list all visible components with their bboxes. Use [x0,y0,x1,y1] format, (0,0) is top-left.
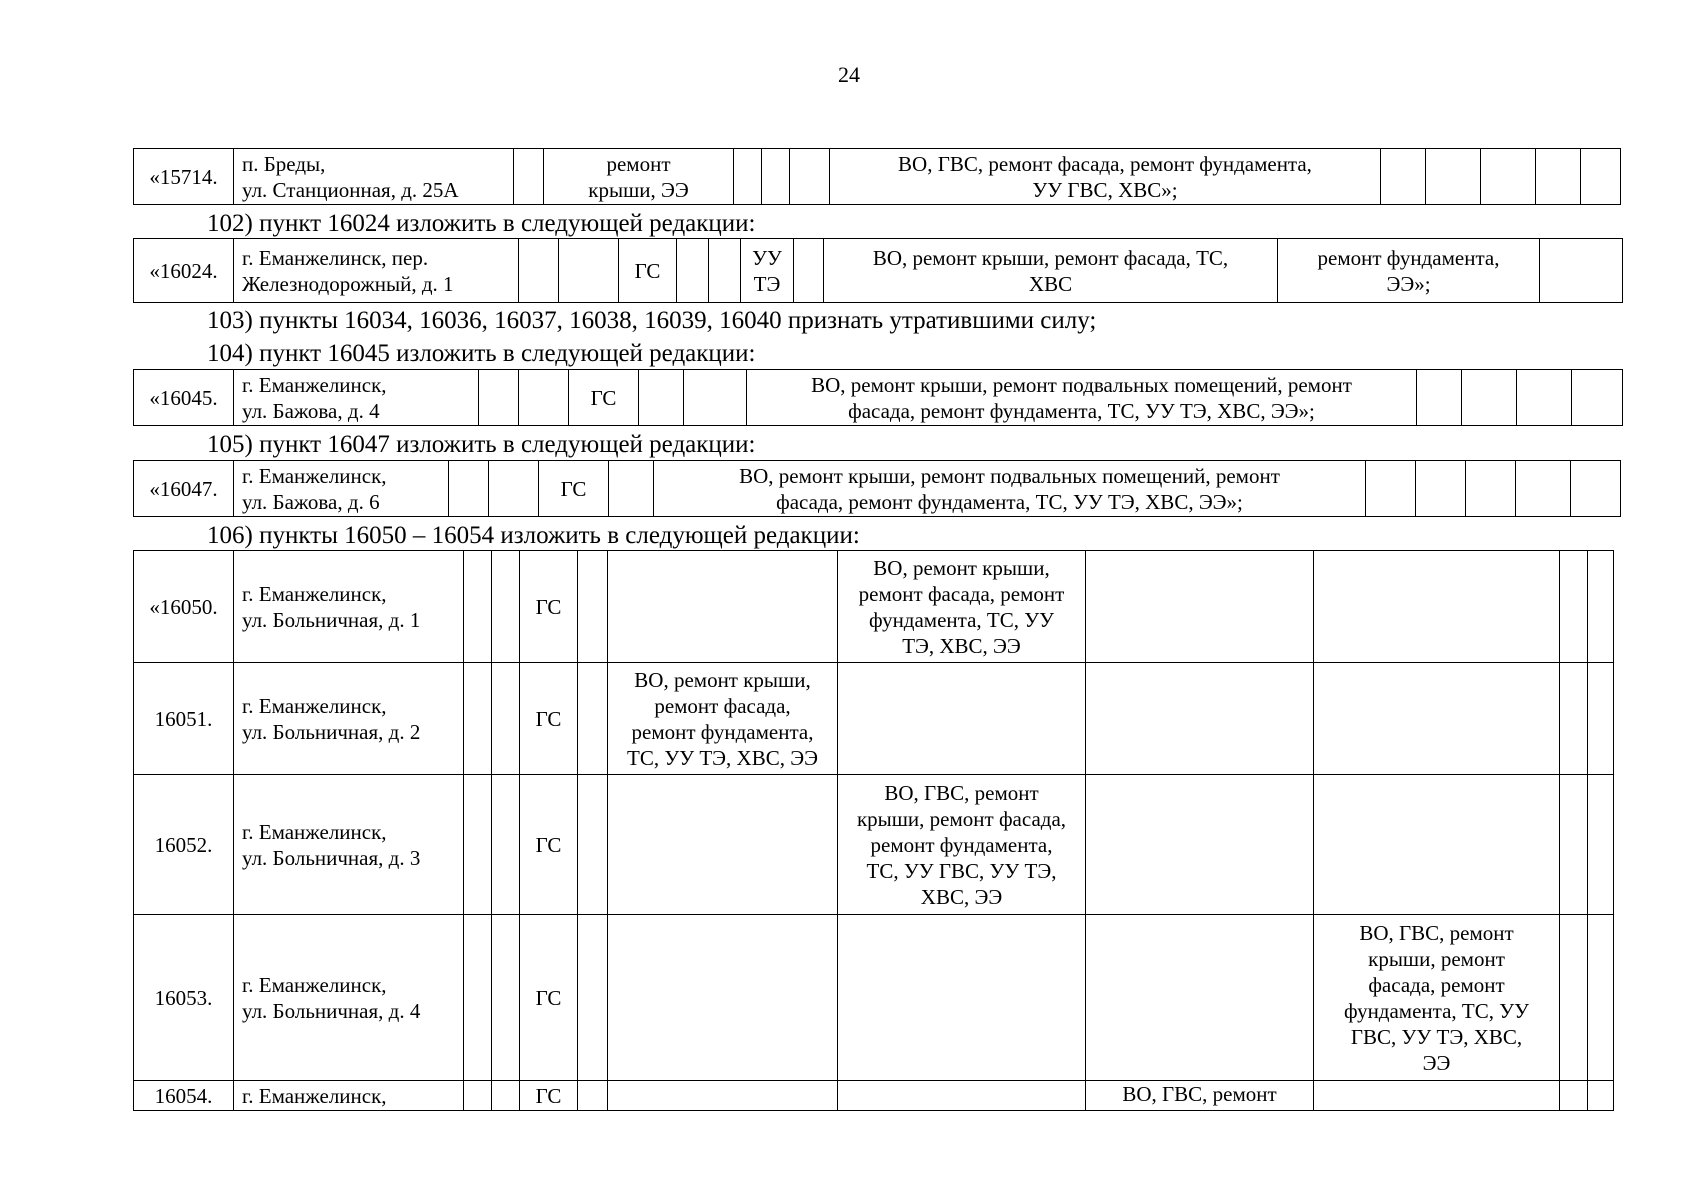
works-line: ВО, ГВС, ремонт [1359,920,1514,945]
empty-cell [1588,551,1614,663]
works-line: ВО, ремонт крыши, [634,667,811,692]
address-line-1: г. Еманжелинск, [242,819,387,844]
works-line-1: ВО, ремонт крыши, ремонт подвальных помещений, ремонт [739,463,1280,488]
works-line-1: ремонт [606,151,671,176]
works-line: ХВС, ЭЭ [920,884,1003,909]
works-cell [830,149,1381,205]
works-cell [838,663,1086,775]
works-line-1: ВО, ГВС, ремонт фасада, ремонт фундамента, [898,151,1312,176]
works-line: ВО, ремонт крыши, [873,555,1050,580]
empty-cell [1560,551,1588,663]
row-number: «16047. [134,461,234,517]
address-line-2: Железнодорожный, д. 1 [242,271,454,296]
table-row [134,1081,1614,1111]
table-row [134,551,1614,663]
address-line-1: г. Еманжелинск, [242,372,387,397]
empty-cell [1588,1081,1614,1111]
empty-cell [492,663,520,775]
works-line: ремонт фундамента, [870,832,1053,857]
empty-cell [639,370,684,426]
empty-cell [464,1081,492,1111]
works-line: ТС, УУ ГВС, УУ ТЭ, [866,858,1057,883]
works-line: ВО, ГВС, ремонт [884,780,1039,805]
works-cell [654,461,1366,517]
works-cell [1314,551,1560,663]
page-number: 24 [838,62,860,87]
empty-cell [519,239,559,303]
empty-cell [709,239,741,303]
empty-cell [1516,461,1571,517]
empty-cell [684,370,747,426]
table-row [134,775,1614,915]
works-line-1: ВО, ремонт крыши, ремонт подвальных помещений, ремонт [811,372,1352,397]
table-row-16024 [133,238,1623,303]
address-cell [234,461,449,517]
empty-cell [578,663,608,775]
meter-line-2: ТЭ [753,271,781,296]
works-line-1: ремонт фундамента, [1317,245,1500,270]
empty-cell [1426,149,1481,205]
gs-cell: ГС [520,915,578,1081]
row-number: 16054. [134,1081,234,1111]
works-line-2: фасада, ремонт фундамента, ТС, УУ ТЭ, ХВС, ЭЭ»; [848,398,1315,423]
works-line: крыши, ремонт [1368,946,1505,971]
table-row [134,915,1614,1081]
works-line-1: ВО, ремонт крыши, ремонт фасада, ТС, [872,245,1229,270]
empty-cell [578,551,608,663]
works-cell [838,1081,1086,1111]
empty-cell [1560,1081,1588,1111]
row-number: 16053. [134,915,234,1081]
works-line: фундамента, ТС, УУ [1343,998,1529,1023]
gs-cell: ГС [520,663,578,775]
empty-cell [1571,461,1621,517]
works-line: ЭЭ [1422,1050,1451,1075]
empty-cell [734,149,762,205]
empty-cell [677,239,709,303]
works-line-2: крыши, ЭЭ [588,177,689,202]
address-line-2: ул. Бажова, д. 6 [242,489,380,514]
address-line-1: г. Еманжелинск, [242,1083,387,1108]
works-cell [838,775,1086,915]
empty-cell [1588,775,1614,915]
works-cell [608,663,838,775]
meter-cell [741,239,794,303]
empty-cell [1536,149,1581,205]
row-number: 16052. [134,775,234,915]
empty-cell [1366,461,1416,517]
works-cell [544,149,734,205]
gs-cell: ГС [520,1081,578,1111]
works-cell [1086,551,1314,663]
address-cell [234,775,464,915]
address-cell [234,370,479,426]
instruction-105: 105) пункт 16047 изложить в следующей редакции: [207,431,756,458]
address-line-2: ул. Больничная, д. 4 [242,998,421,1023]
empty-cell [1466,461,1516,517]
works-line-2: ЭЭ»; [1386,271,1431,296]
works-cell [747,370,1417,426]
empty-cell [1572,370,1623,426]
gs-cell: ГС [619,239,677,303]
works-cell [608,1081,838,1111]
address-line-1: г. Еманжелинск, [242,693,387,718]
address-cell [234,239,519,303]
works-line: ВО, ГВС, ремонт [1122,1082,1277,1106]
address-line-1: г. Еманжелинск, [242,972,387,997]
works-cell [1314,915,1560,1081]
address-line-2: ул. Больничная, д. 3 [242,845,421,870]
works-line-2: ХВС [1028,271,1073,296]
works-line: фундамента, ТС, УУ [868,607,1054,632]
empty-cell [1517,370,1572,426]
works-cell [608,551,838,663]
empty-cell [1416,461,1466,517]
empty-cell [559,239,619,303]
works-cell [1278,239,1540,303]
instruction-104: 104) пункт 16045 изложить в следующей редакции: [207,340,756,367]
works-cell [1086,775,1314,915]
empty-cell [492,915,520,1081]
address-line-2: ул. Бажова, д. 4 [242,398,380,423]
empty-cell [578,775,608,915]
gs-cell: ГС [539,461,609,517]
empty-cell [1581,149,1621,205]
empty-cell [1417,370,1462,426]
address-cell [234,149,514,205]
works-cell [1314,663,1560,775]
row-number: 16051. [134,663,234,775]
empty-cell [1588,663,1614,775]
empty-cell [464,775,492,915]
address-line-1: г. Еманжелинск, [242,581,387,606]
empty-cell [464,915,492,1081]
empty-cell [492,551,520,663]
empty-cell [514,149,544,205]
works-line: ремонт фасада, [654,693,791,718]
empty-cell [479,370,519,426]
works-cell [1086,915,1314,1081]
works-line: ТЭ, ХВС, ЭЭ [902,633,1021,658]
address-line-1: г. Еманжелинск, пер. [242,245,429,270]
empty-cell [578,1081,608,1111]
gs-cell: ГС [520,551,578,663]
empty-cell [464,663,492,775]
works-cell [608,915,838,1081]
works-cell [1314,775,1560,915]
empty-cell [1560,915,1588,1081]
row-number: «16045. [134,370,234,426]
works-line: ГВС, УУ ТЭ, ХВС, [1350,1024,1523,1049]
works-line-2: УУ ГВС, ХВС»; [1032,177,1178,202]
instruction-102: 102) пункт 16024 изложить в следующей редакции: [207,210,756,237]
instruction-103: 103) пункты 16034, 16036, 16037, 16038, 16039, 16040 признать утратившими силу; [207,307,1097,334]
works-cell [824,239,1278,303]
empty-cell [1381,149,1426,205]
empty-cell [492,775,520,915]
empty-cell [1462,370,1517,426]
gs-cell: ГС [569,370,639,426]
address-line-2: ул. Больничная, д. 1 [242,607,421,632]
empty-cell [762,149,790,205]
empty-cell [519,370,569,426]
works-line: крыши, ремонт фасада, [856,806,1067,831]
row-number: «16024. [134,239,234,303]
table-row-15714 [133,148,1621,205]
address-cell [234,1081,464,1111]
empty-cell [1560,663,1588,775]
address-cell [234,915,464,1081]
works-line: ТС, УУ ТЭ, ХВС, ЭЭ [627,745,818,770]
works-line-2: фасада, ремонт фундамента, ТС, УУ ТЭ, ХВС, ЭЭ»; [776,489,1243,514]
empty-cell [1481,149,1536,205]
address-line-1: п. Бреды, [242,151,326,176]
empty-cell [1588,915,1614,1081]
address-cell [234,663,464,775]
works-line: фасада, ремонт [1368,972,1505,997]
empty-cell [449,461,489,517]
works-cell [1086,663,1314,775]
table-row-16045 [133,369,1623,426]
table-rows-16050-16054 [133,550,1614,1111]
empty-cell [578,915,608,1081]
table-row-16047 [133,460,1621,517]
works-line: ремонт фундамента, [631,719,814,744]
works-cell [1314,1081,1560,1111]
empty-cell [1540,239,1623,303]
address-line-1: г. Еманжелинск, [242,463,387,488]
empty-cell [790,149,830,205]
empty-cell [464,551,492,663]
address-line-2: ул. Станционная, д. 25А [242,177,459,202]
instruction-106: 106) пункты 16050 – 16054 изложить в следующей редакции: [207,522,860,549]
address-line-2: ул. Больничная, д. 2 [242,719,421,744]
empty-cell [1560,775,1588,915]
works-cell [1086,1081,1314,1111]
row-number: «16050. [134,551,234,663]
empty-cell [492,1081,520,1111]
works-cell [838,915,1086,1081]
gs-cell: ГС [520,775,578,915]
table-row [134,663,1614,775]
address-cell [234,551,464,663]
works-cell [838,551,1086,663]
row-number: «15714. [134,149,234,205]
meter-line-1: УУ [752,245,782,270]
works-line: ремонт фасада, ремонт [858,581,1065,606]
empty-cell [794,239,824,303]
empty-cell [489,461,539,517]
works-cell [608,775,838,915]
empty-cell [609,461,654,517]
